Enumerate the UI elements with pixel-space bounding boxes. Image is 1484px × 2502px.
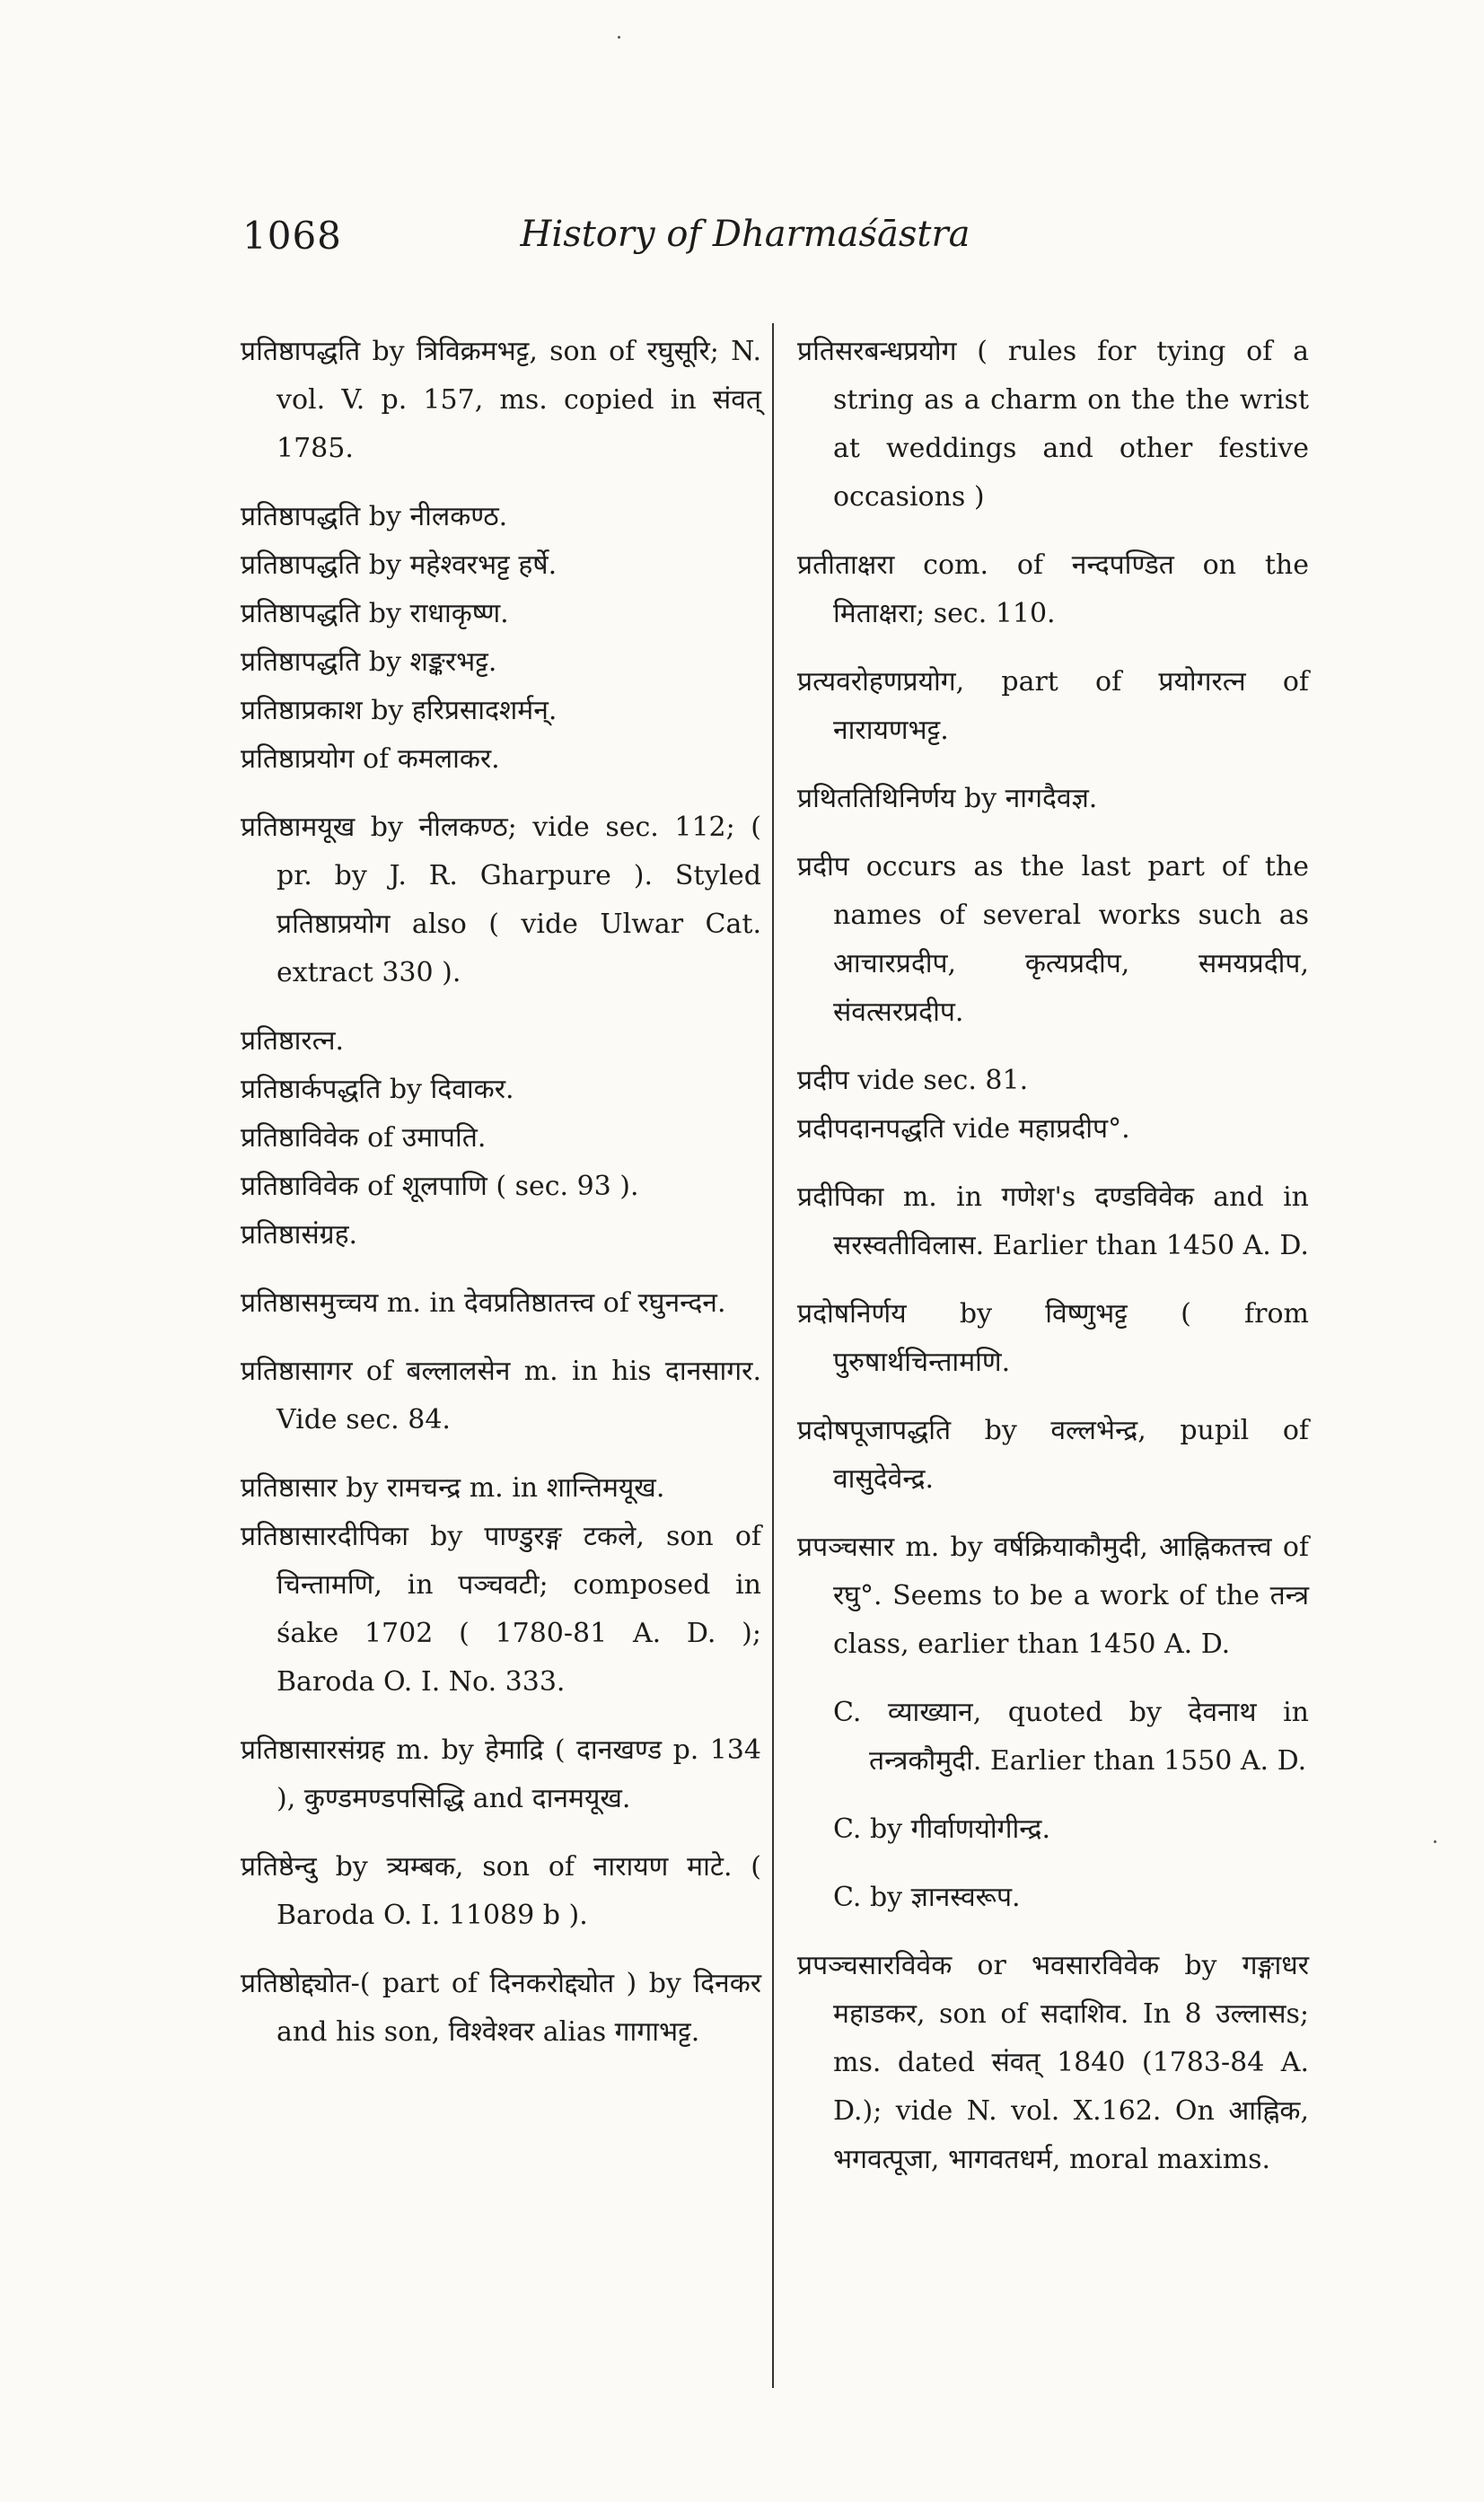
index-entry: प्रपञ्चसारविवेक or भवसारविवेक by गङ्गाधर महाडकर, son of सदाशिव. In 8 उल्लासs; ms. dated संवत् 1840 (1783-84 A. D.); vide N. vol. X.162. On आह्निक, भगवत्पूजा, भागवतधर्म, moral maxims. [797, 1950, 1309, 2175]
page-header [242, 214, 1248, 277]
index-entry: प्रतिष्ठासार by रामचन्द्र m. in शान्तिमयूख. [241, 1472, 665, 1504]
index-entry: C. व्याख्यान, quoted by देवनाथ in तन्त्रकौमुदी. Earlier than 1550 A. D. [833, 1697, 1309, 1777]
index-entry: प्रतिष्ठाप्रयोग of कमलाकर. [241, 743, 500, 775]
index-entry: प्रतिष्ठापद्धति by त्रिविक्रमभट्ट, son of रघुसूरि; N. vol. V. p. 157, ms. copied in संवत् 1785. [241, 336, 761, 464]
index-entry: प्रतिष्ठाविवेक of उमापति. [241, 1122, 487, 1154]
index-entry: प्रत्यवरोहणप्रयोग, part of प्रयोगरत्न of नारायणभट्ट. [797, 666, 1309, 746]
index-entry: प्रदीपदानपद्धति vide महाप्रदीप°. [797, 1113, 1130, 1145]
index-entry: प्रतिष्ठासमुच्चय m. in देवप्रतिष्ठातत्त्व of रघुनन्दन. [241, 1287, 726, 1319]
column-divider [772, 323, 774, 2388]
index-entry: प्रतिष्ठार्कपद्धति by दिवाकर. [241, 1074, 514, 1105]
index-entry: प्रदीपिका m. in गणेश's दण्डविवेक and in सरस्वतीविलास. Earlier than 1450 A. D. [797, 1181, 1309, 1261]
index-entry: प्रतिष्ठासारसंग्रह m. by हेमाद्रि ( दानखण्ड p. 134 ), कुण्डमण्डपसिद्धि and दानमयूख. [241, 1734, 761, 1814]
index-entry: प्रदीप occurs as the last part of the names of several works such as आचारप्रदीप, कृत्यप्रदीप, समयप्रदीप, संवत्सरप्रदीप. [797, 851, 1309, 1028]
print-speck [618, 36, 620, 39]
index-entry: प्रपञ्चसार m. by वर्षक्रियाकौमुदी, आह्निकतत्त्व of रघु°. Seems to be a work of the तन्त्र class, earlier than 1450 A. D. [797, 1532, 1309, 1660]
index-entry: प्रतिसरबन्धप्रयोग ( rules for tying of a string as a charm on the the wrist at weddings and other festive occasions ) [797, 336, 1309, 513]
index-entry: प्रतिष्ठापद्धति by नीलकण्ठ. [241, 501, 508, 532]
running-head: History of Dharmaśāstra [520, 214, 970, 255]
left-column [241, 328, 761, 2057]
print-speck [1434, 1840, 1436, 1843]
index-entry: प्रथिततिथिनिर्णय by नागदैवज्ञ. [797, 783, 1098, 814]
index-entry: प्रतिष्ठापद्धति by राधाकृष्ण. [241, 598, 509, 629]
index-entry: प्रतिष्ठासारदीपिका by पाण्डुरङ्ग टकले, son of चिन्तामणि, in पञ्चवटी; composed in śake 1702 ( 1780-81 A. D. ); Baroda O. I. No. 333. [241, 1521, 761, 1698]
page-number: 1068 [242, 214, 342, 258]
index-entry: C. by ज्ञानस्वरूप. [833, 1882, 1021, 1913]
index-entry: C. by गीर्वाणयोगीन्द्र. [833, 1813, 1051, 1845]
index-entry: प्रतिष्ठारत्न. [241, 1025, 345, 1057]
index-entry: प्रतिष्ठेन्दु by त्र्यम्बक, son of नारायण माटे. ( Baroda O. I. 11089 b ). [241, 1851, 761, 1931]
index-entry: प्रतिष्ठाप्रकाश by हरिप्रसादशर्मन्. [241, 695, 558, 726]
index-entry: प्रतिष्ठापद्धति by शङ्करभट्ट. [241, 646, 497, 678]
index-entry: प्रतिष्ठापद्धति by महेश्वरभट्ट हर्षे. [241, 549, 558, 581]
right-column [797, 328, 1309, 2184]
index-entry: प्रतीताक्षरा com. of नन्दपण्डित on the मिताक्षरा; sec. 110. [797, 549, 1309, 629]
index-entry: प्रतिष्ठासंग्रह. [241, 1219, 358, 1251]
index-entry: प्रतिष्ठाविवेक of शूलपाणि ( sec. 93 ). [241, 1171, 639, 1202]
index-entry: प्रतिष्ठासागर of बल्लालसेन m. in his दानसागर. Vide sec. 84. [241, 1356, 761, 1435]
index-entry: प्रतिष्ठामयूख by नीलकण्ठ; vide sec. 112; ( pr. by J. R. Gharpure ). Styled प्रतिष्ठाप्रयोग also ( vide Ulwar Cat. extract 330 ). [241, 812, 761, 988]
index-entry: प्रदोषपूजापद्धति by वल्लभेन्द्र, pupil of वासुदेवेन्द्र. [797, 1415, 1309, 1495]
index-entry: प्रदोषनिर्णय by विष्णुभट्ट ( from पुरुषार्थचिन्तामणि. [797, 1298, 1309, 1378]
index-entry: प्रतिष्ठोद्द्योत-( part of दिनकरोद्द्योत ) by दिनकर and his son, विश्वेश्वर alias गागाभट्ट. [241, 1968, 761, 2048]
index-entry: प्रदीप vide sec. 81. [797, 1065, 1029, 1096]
